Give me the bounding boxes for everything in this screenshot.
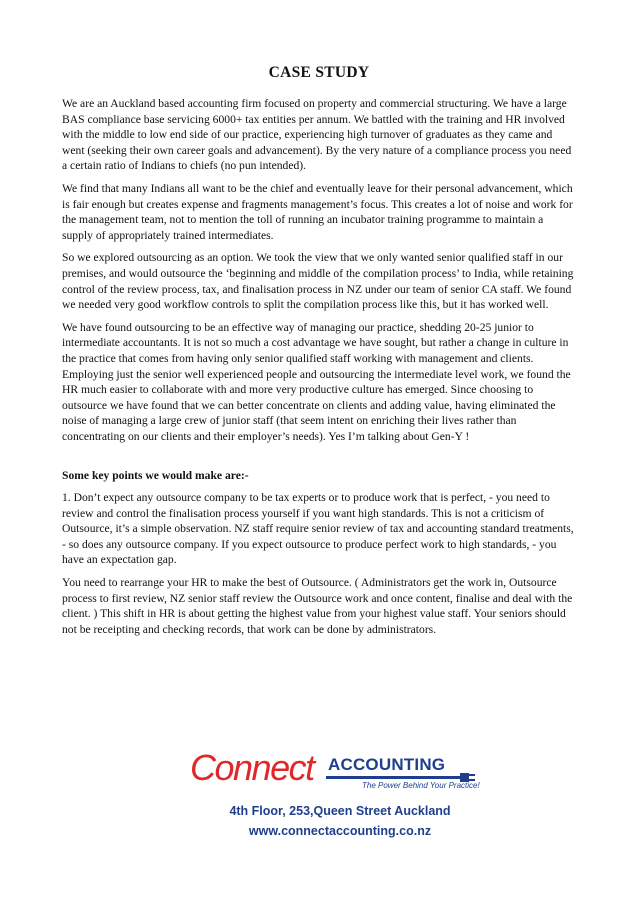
document-title: CASE STUDY bbox=[268, 64, 370, 81]
company-website: www.connectaccounting.co.nz bbox=[248, 824, 432, 838]
body-paragraph: We are an Auckland based accounting firm focused on property and commercial structuring. We have a large BAS compliance base servicing 6000+ tax entities per annum. We battled with the training and HR involved with the middle to low end side of our practice, experiencing high turnover of graduates as they came and went (seeking their own career goals and advancement). By the very nature of a compliance process you need a certain ratio of Indians to chiefs (no pun intended). bbox=[62, 97, 572, 173]
key-point-paragraph: You need to rearrange your HR to make the best of Outsource. ( Administrators get the work in, Outsource process to first review, NZ senior staff review the Outsource work and once content, finalise and deal with the client. ) This shift in HR is about getting the highest value from your highest value staff. Your seniors should not be receipting and checking records, that work can be done by administrators. bbox=[62, 576, 573, 636]
body-paragraph: So we explored outsourcing as an option. We took the view that we only wanted senior qualified staff in our premises, and would outsource the ‘beginning and middle of the compilation process’ to India, while retaining control of the review process, tax, and finalisation process in NZ under our team of senior CA staff. We found we needed very good workflow controls to split the compilation process like this, but it has worked well. bbox=[62, 251, 574, 312]
body-paragraph: We have found outsourcing to be an effective way of managing our practice, shedding 20-25 junior to intermediate accountants. It is not so much a cost advantage we have sought, but rather a change in culture in the practice that comes from having only senior qualified staff working with management and clients. Employing just the senior well experienced people and outsourcing the intermediate level work, we found the HR much easier to collaborate with and more very productive culture has emerged. Since choosing to outsource we have found that we can better concentrate on clients and adding value, having eliminated the noise of managing a large crew of junior staff (that seem intent on enriching their lives rather than concentrating on our clients and their employer’s needs). Yes I’m talking about Gen-Y ! bbox=[62, 320, 571, 443]
key-points-heading: Some key points we would make are:- bbox=[62, 469, 249, 483]
company-logo bbox=[190, 748, 490, 858]
key-point-paragraph: 1. Don’t expect any outsource company to be tax experts or to produce work that is perfect, - you need to review and control the finalisation process yourself if you want high standards. This is not a criticism of Outsource, it’s a simple observation. NZ staff require senior review of tax and accounting standard treatments, - so does any outsource company. If you expect outsource to produce perfect work to high standards, - you have an expectation gap. bbox=[62, 491, 574, 567]
logo-brand-main: Connect bbox=[190, 747, 314, 788]
logo-wordmark bbox=[190, 748, 490, 792]
document-body bbox=[62, 96, 576, 644]
logo-underline bbox=[326, 776, 454, 779]
logo-brand-sub: ACCOUNTING bbox=[328, 755, 446, 774]
logo-tagline: The Power Behind Your Practice! bbox=[362, 781, 480, 790]
body-paragraph: We find that many Indians all want to be the chief and eventually leave for their personal advancement, which is fair enough but creates expense and fragments management’s focus. This creates a lot of noise and work for the management team, not to mention the toll of running an incubator training programme to maintain a supply of appropriately trained intermediates. bbox=[62, 181, 573, 242]
company-address: 4th Floor, 253,Queen Street Auckland bbox=[229, 804, 451, 818]
